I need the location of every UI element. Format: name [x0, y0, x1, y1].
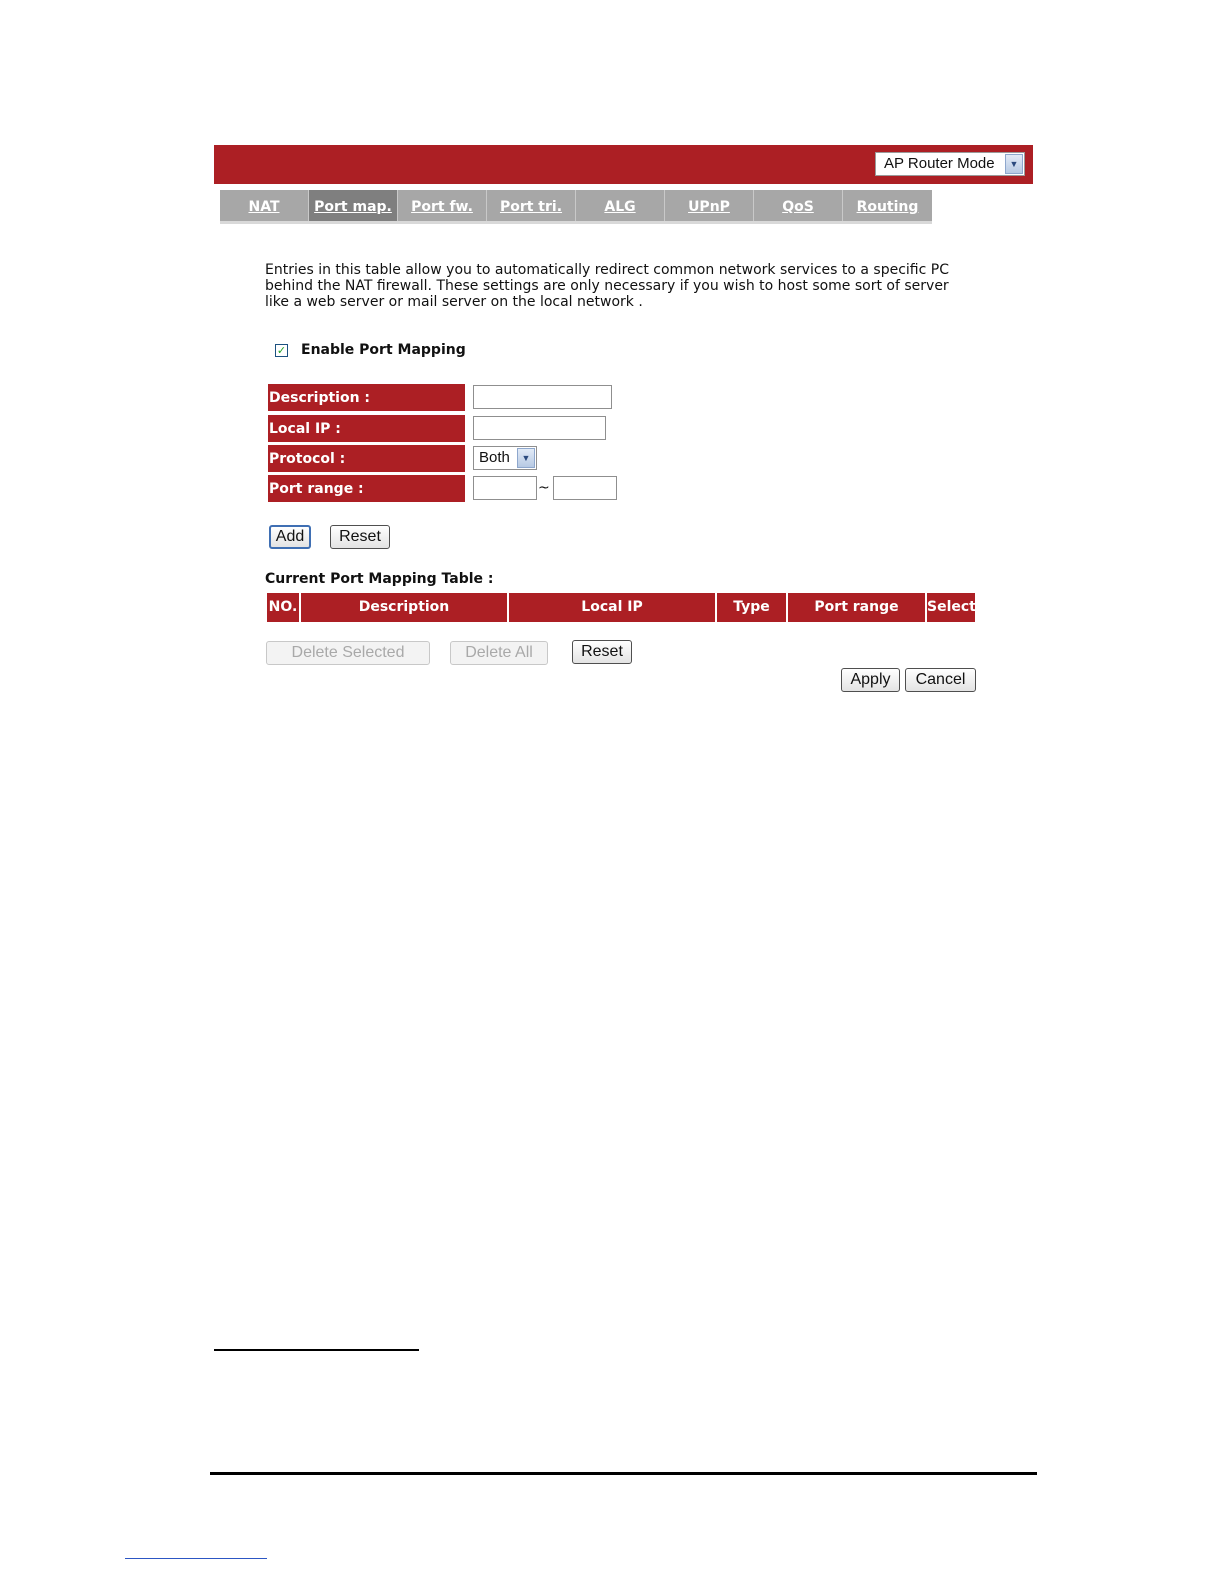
port-range-from-input[interactable]: [473, 476, 537, 500]
port-range-label: Port range :: [268, 475, 465, 502]
tab-bar: [220, 190, 932, 224]
port-range-separator: ~: [538, 480, 550, 496]
chevron-down-icon[interactable]: ▼: [517, 448, 535, 468]
form-reset-button[interactable]: Reset: [330, 525, 390, 549]
tab-port-tri[interactable]: Port tri.: [487, 190, 576, 221]
port-range-to-input[interactable]: [553, 476, 617, 500]
protocol-label: Protocol :: [268, 445, 465, 472]
add-button[interactable]: Add: [269, 525, 311, 549]
local-ip-input[interactable]: [473, 416, 606, 440]
column-header-local-ip: Local IP: [509, 593, 717, 622]
column-header-description: Description: [301, 593, 509, 622]
delete-all-button[interactable]: Delete All: [450, 641, 548, 665]
cancel-button[interactable]: Cancel: [905, 668, 976, 692]
enable-port-mapping-label: Enable Port Mapping: [301, 342, 466, 358]
mode-select[interactable]: [875, 152, 1025, 176]
footer-divider: [210, 1472, 1037, 1475]
tab-nat[interactable]: NAT: [220, 190, 309, 221]
enable-port-mapping: [275, 341, 466, 359]
check-icon: ✓: [276, 343, 287, 357]
enable-port-mapping-checkbox[interactable]: [275, 344, 288, 357]
tab-upnp[interactable]: UPnP: [665, 190, 754, 221]
column-header-port-range: Port range: [788, 593, 927, 622]
column-header-no: NO.: [267, 593, 301, 622]
tab-qos[interactable]: QoS: [754, 190, 843, 221]
tab-alg[interactable]: ALG: [576, 190, 665, 221]
mode-select-value: AP Router Mode: [884, 155, 995, 172]
apply-button[interactable]: Apply: [841, 668, 900, 692]
tab-routing[interactable]: Routing: [856, 199, 919, 215]
intro-line-2: behind the NAT firewall. These settings are only necessary if you wish to host some sort of server: [265, 278, 949, 294]
table-title: Current Port Mapping Table :: [265, 571, 494, 587]
local-ip-label: Local IP :: [268, 415, 465, 442]
protocol-select-value: Both: [479, 449, 510, 466]
footnote-divider: [214, 1349, 419, 1351]
column-header-select: Select: [927, 593, 975, 622]
description-input[interactable]: [473, 385, 612, 409]
delete-selected-button[interactable]: Delete Selected: [266, 641, 430, 665]
intro-text: [265, 262, 985, 310]
tab-port-fw[interactable]: Port fw.: [398, 190, 487, 221]
chevron-down-icon[interactable]: ▼: [1005, 154, 1023, 174]
protocol-select[interactable]: [473, 446, 537, 470]
bottom-link-underline: [125, 1558, 267, 1559]
table-reset-button[interactable]: Reset: [572, 640, 632, 664]
description-label: Description :: [268, 384, 465, 411]
intro-line-1: Entries in this table allow you to automatically redirect common network services to a specific PC: [265, 262, 949, 278]
table-header: [267, 593, 975, 622]
tab-port-map[interactable]: Port map.: [309, 190, 398, 221]
column-header-type: Type: [717, 593, 788, 622]
top-banner: [214, 145, 1033, 184]
intro-line-3: like a web server or mail server on the local network .: [265, 294, 643, 310]
